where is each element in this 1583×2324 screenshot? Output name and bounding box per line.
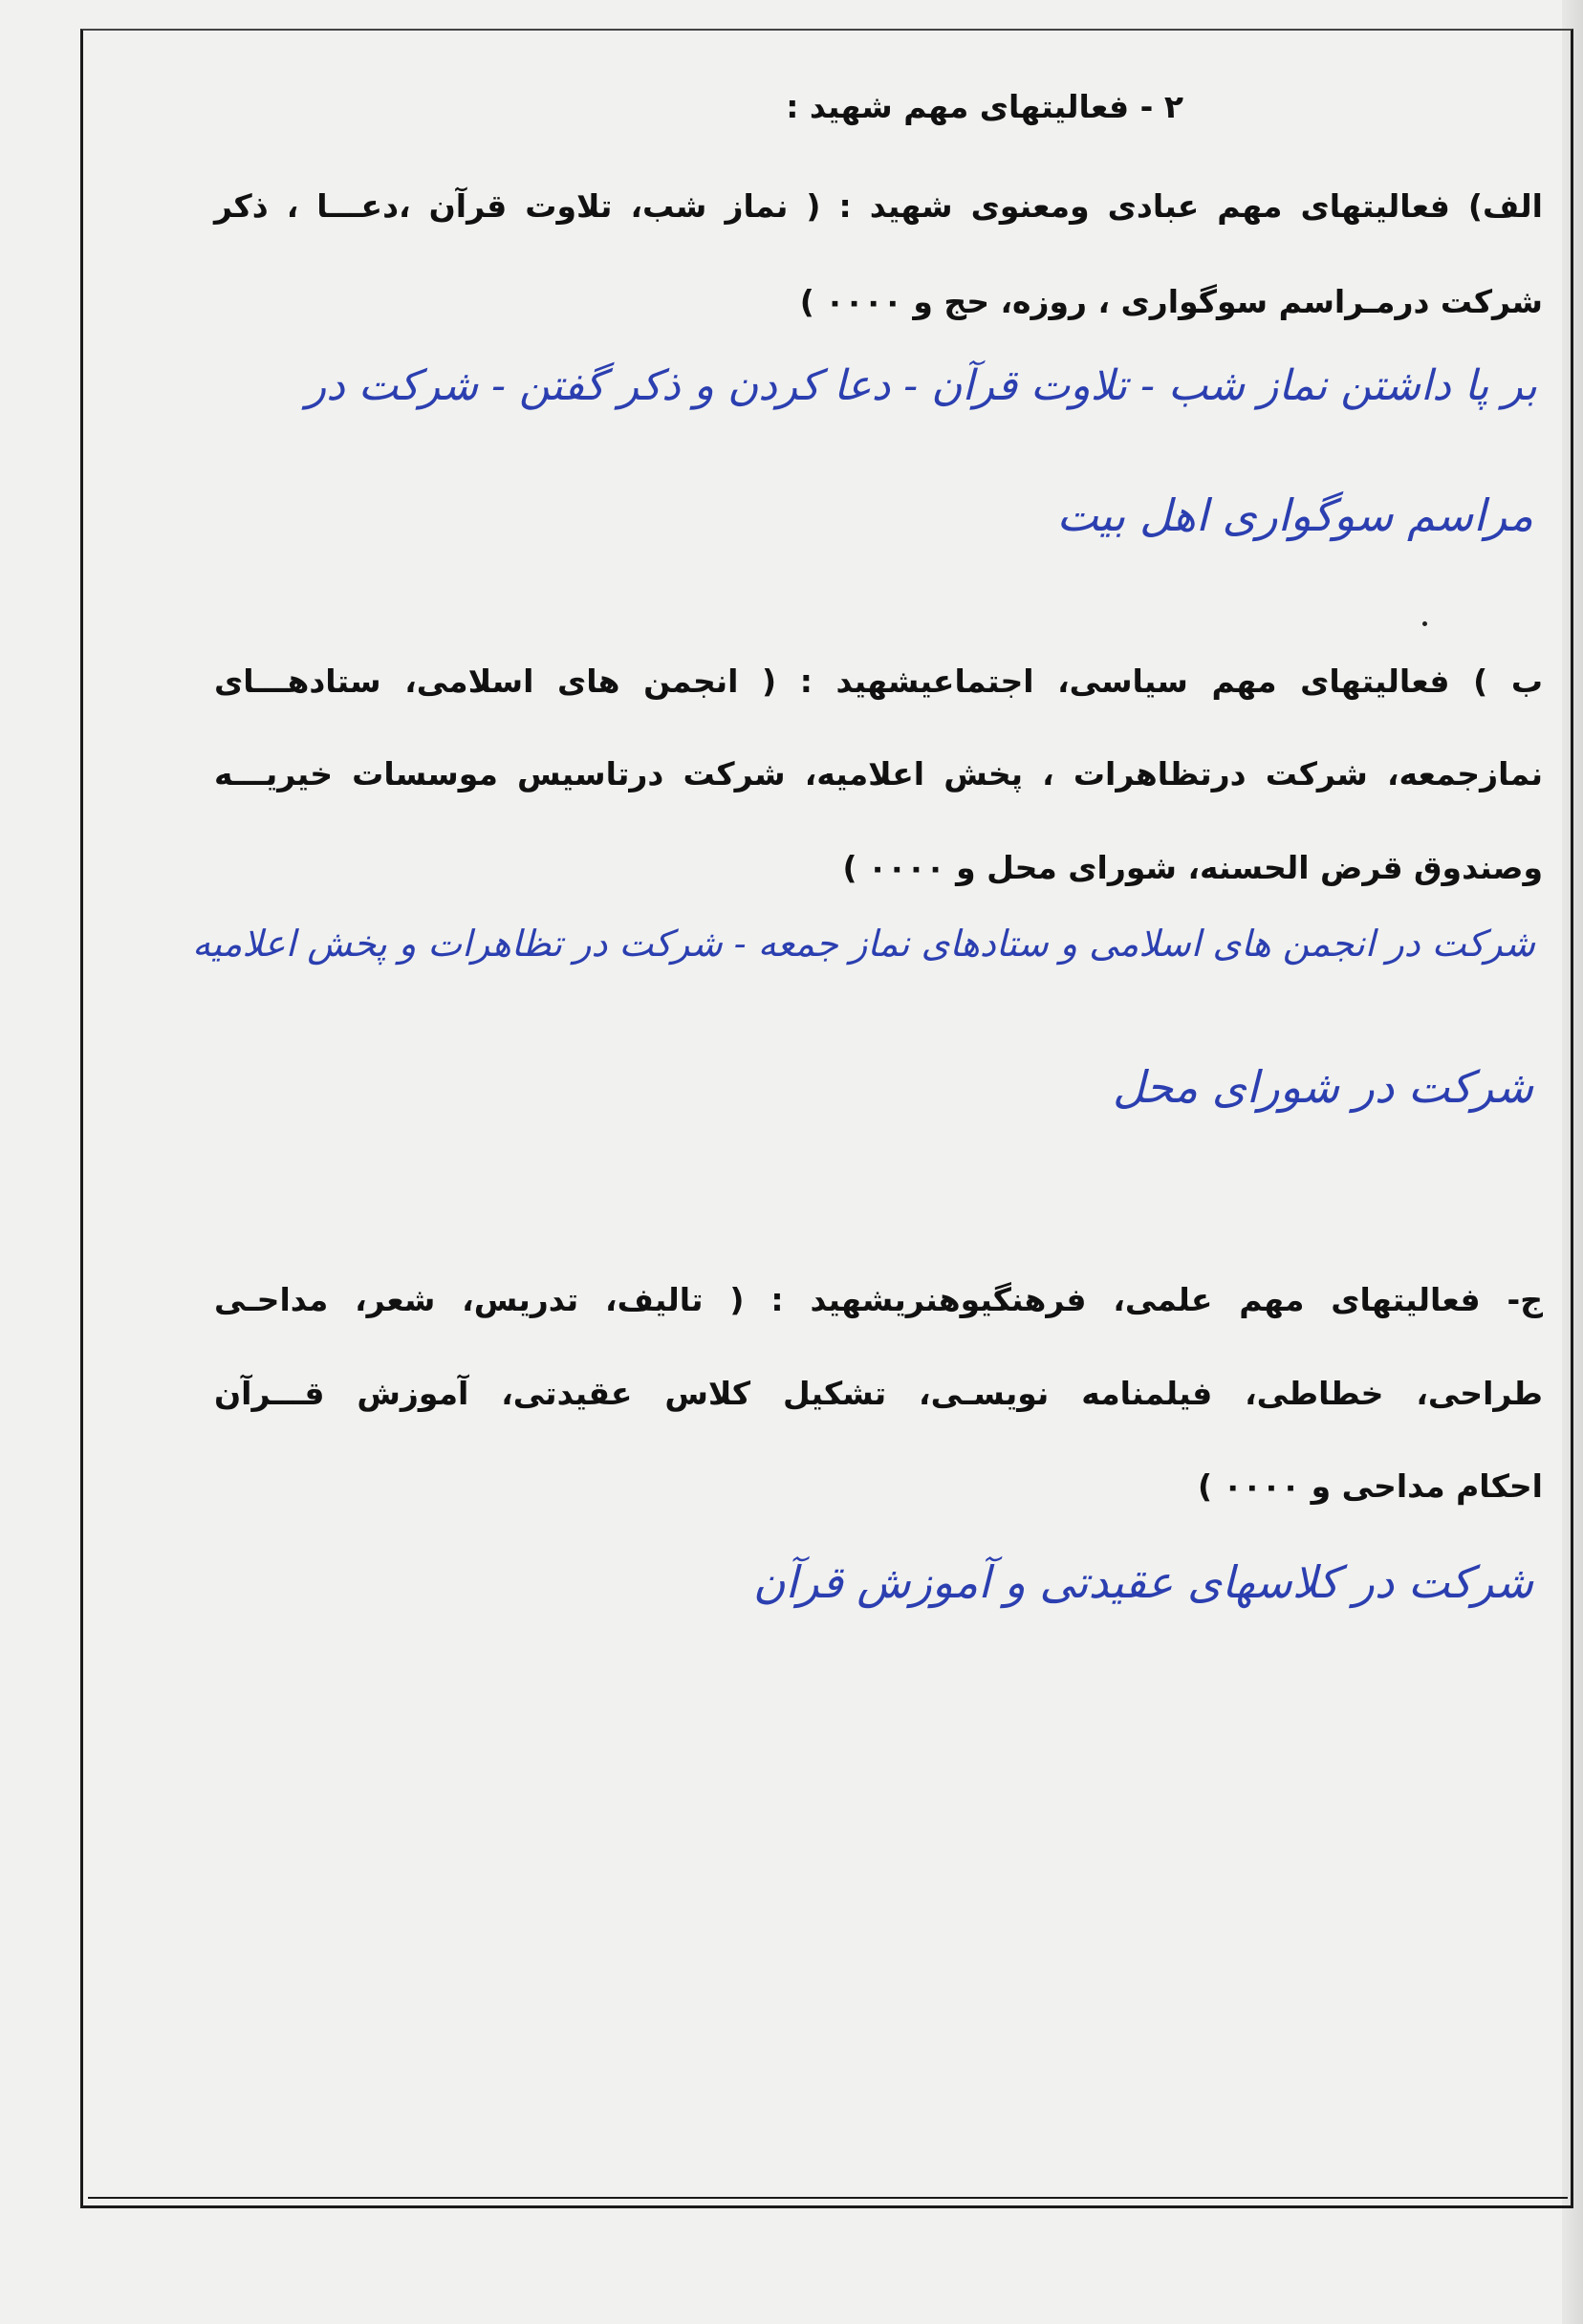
section-a-handwritten-answer-1: بر پا داشتن نماز شب - تلاوت قرآن - دعا کردن و ذکر گفتن - شرکت در — [305, 361, 1537, 410]
section-c-line-1: ج- فعالیتهای مهم علمی، فرهنگیوهنریشهید : ( تالیف، تدریس، شعر، مداحـی — [214, 1281, 1543, 1318]
section-c-line-2: طراحی، خطاطی، فیلمنامه نویسـی، تشکیل کلاس عقیدتی، آموزش قـــرآن — [214, 1375, 1543, 1412]
bottom-rule — [88, 2197, 1568, 2199]
section-b-line-3: وصندوق قرض الحسنه، شورای محل و ۰۰۰۰ ) — [842, 849, 1543, 886]
section-a-line-2: شرکت درمـراسم سوگواری ، روزه، حج و ۰۰۰۰ ) — [799, 283, 1543, 320]
section-a-line-1: الف) فعالیتهای مهم عبادی ومعنوی شهید : ( نماز شب، تلاوت قرآن ،دعـــا ، ذکر — [214, 187, 1543, 225]
section-c-line-3: احکام مداحی و ۰۰۰۰ ) — [1198, 1467, 1543, 1505]
section-b-line-1: ب ) فعالیتهای مهم سیاسی، اجتماعیشهید : ( انجمن های اسلامی، ستادهـــای — [214, 662, 1543, 700]
page-border — [80, 29, 1573, 2208]
section-a-handwritten-answer-2: مراسم سوگواری اهل بیت — [1056, 489, 1533, 541]
stray-dot — [1422, 621, 1427, 626]
section-b-line-2: نمازجمعه، شرکت درتظاهرات ، پخش اعلامیه، شرکت درتاسیس موسسات خیریـــه — [214, 755, 1543, 793]
section-heading: ۲ - فعالیتهای مهم شهید : — [786, 88, 1183, 125]
section-c-handwritten-answer-1: شرکت در کلاسهای عقیدتی و آموزش قرآن — [752, 1556, 1533, 1608]
section-b-handwritten-answer-1: شرکت در انجمن های اسلامی و ستادهای نماز جمعه - شرکت در تظاهرات و پخش اعلامیه — [192, 923, 1535, 965]
section-b-handwritten-answer-2: شرکت در شورای محل — [1112, 1061, 1533, 1113]
